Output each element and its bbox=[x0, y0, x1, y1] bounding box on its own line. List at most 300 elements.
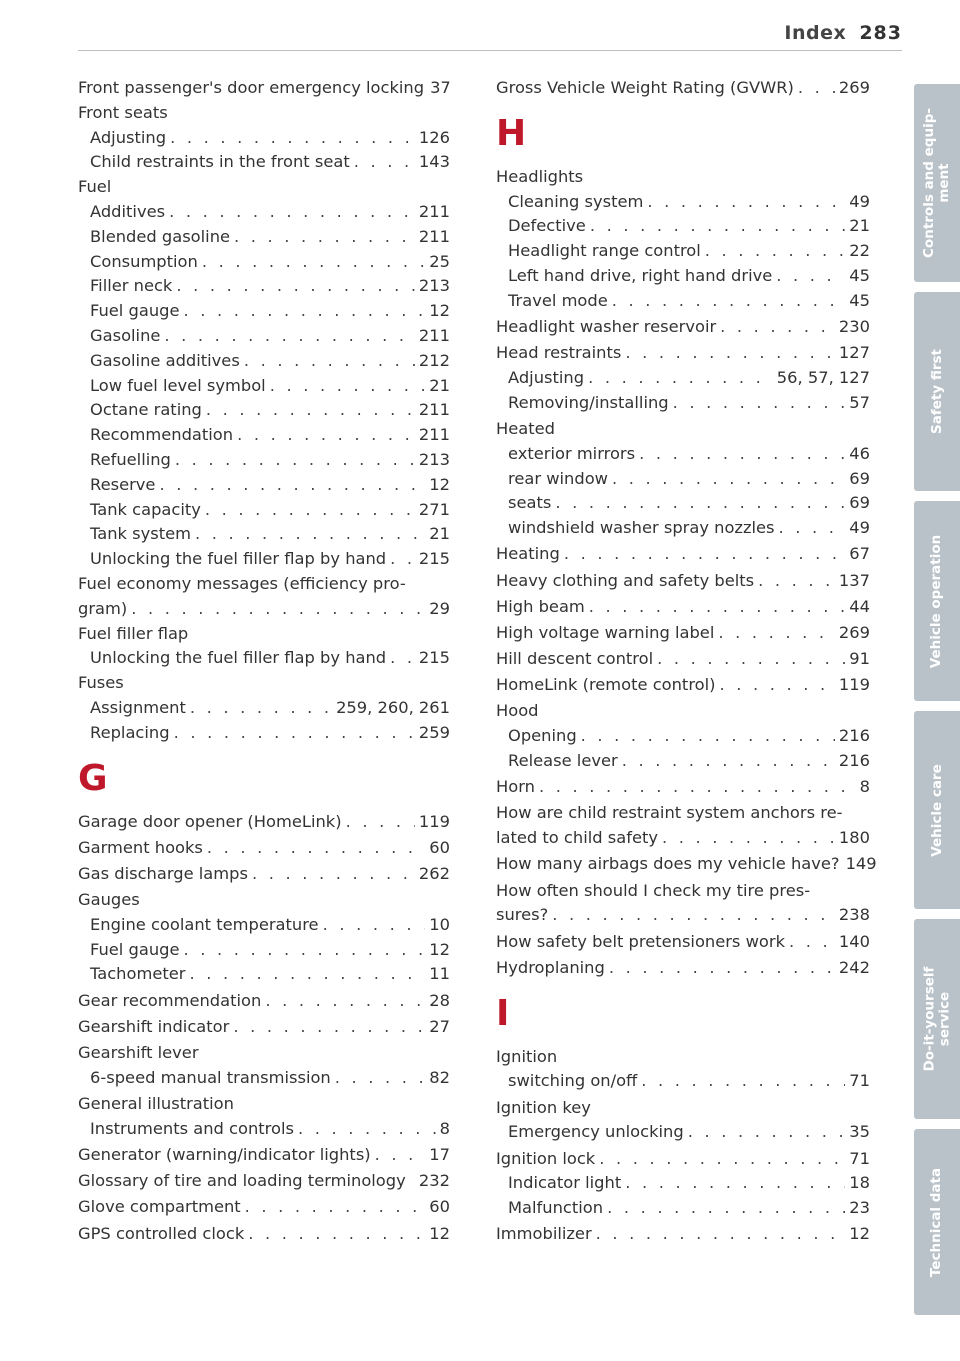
dot-leader bbox=[647, 190, 845, 215]
dot-leader bbox=[564, 542, 845, 567]
dot-leader bbox=[789, 930, 835, 955]
entry-label: Replacing bbox=[90, 722, 170, 742]
dot-leader bbox=[335, 1066, 426, 1091]
entry-label: Horn bbox=[496, 777, 535, 797]
page-reference: 71 bbox=[849, 1071, 870, 1091]
index-subentry bbox=[496, 724, 870, 749]
index-subentry bbox=[78, 547, 450, 572]
entry-label: Indicator light bbox=[508, 1173, 622, 1193]
index-entry bbox=[496, 542, 870, 567]
dot-leader bbox=[555, 491, 845, 516]
dot-leader bbox=[207, 836, 425, 861]
entry-label: Headlight range control bbox=[508, 241, 701, 261]
entry-label: Gearshift indicator bbox=[78, 1016, 230, 1036]
index-subentry bbox=[78, 126, 450, 151]
dot-leader bbox=[581, 724, 835, 749]
dot-leader bbox=[202, 250, 425, 275]
page-reference: 149 bbox=[845, 854, 877, 874]
dot-leader bbox=[169, 200, 415, 225]
page-reference: 21 bbox=[849, 216, 870, 236]
page-reference: 137 bbox=[838, 570, 870, 590]
dot-leader bbox=[244, 349, 415, 374]
page-reference: 56, 57, 127 bbox=[776, 367, 870, 387]
chapter-tab[interactable] bbox=[914, 711, 960, 909]
page-reference: 21 bbox=[429, 375, 450, 395]
page-reference: 211 bbox=[418, 325, 450, 345]
dot-leader bbox=[599, 1147, 845, 1172]
dot-leader bbox=[265, 989, 425, 1014]
page-reference: 12 bbox=[849, 1224, 870, 1244]
index-heading: Ignition bbox=[496, 1046, 558, 1066]
dot-leader bbox=[622, 749, 835, 774]
dot-leader bbox=[688, 1120, 846, 1145]
dot-leader bbox=[298, 1117, 436, 1142]
index-entry bbox=[496, 1222, 870, 1247]
page-reference: 23 bbox=[849, 1198, 870, 1218]
index-subentry bbox=[496, 1069, 870, 1094]
page-reference: 44 bbox=[849, 596, 870, 616]
page-reference: 216 bbox=[838, 726, 870, 746]
index-subentry bbox=[78, 250, 450, 275]
page-reference: 60 bbox=[429, 837, 450, 857]
entry-label: How many airbags does my vehicle have? bbox=[496, 854, 840, 874]
dot-leader bbox=[625, 1171, 845, 1196]
page-reference: 49 bbox=[849, 191, 870, 211]
dot-leader bbox=[779, 516, 846, 541]
index-heading: Fuel filler flap bbox=[78, 623, 189, 643]
letter-heading: G bbox=[78, 757, 108, 799]
page-reference: 45 bbox=[849, 290, 870, 310]
page-reference: 67 bbox=[849, 544, 870, 564]
entry-label: rear window bbox=[508, 468, 608, 488]
dot-leader bbox=[641, 1069, 845, 1094]
dot-leader bbox=[607, 1196, 845, 1221]
index-subentry bbox=[496, 366, 870, 391]
index-entry bbox=[496, 903, 870, 928]
chapter-tab-label: Vehicle care bbox=[928, 763, 945, 857]
page-reference: 8 bbox=[859, 777, 870, 797]
entry-label: Child restraints in the front seat bbox=[90, 152, 350, 172]
page-reference: 242 bbox=[838, 957, 870, 977]
index-entry bbox=[496, 956, 870, 981]
page-reference: 21 bbox=[429, 524, 450, 544]
dot-leader bbox=[205, 498, 415, 523]
page-reference: 215 bbox=[418, 549, 450, 569]
entry-label: Glossary of tire and loading terminology bbox=[78, 1171, 406, 1191]
entry-label: High beam bbox=[496, 596, 585, 616]
chapter-tab[interactable] bbox=[914, 292, 960, 491]
index-subentry bbox=[496, 1196, 870, 1221]
entry-label: Travel mode bbox=[508, 290, 608, 310]
index-subentry bbox=[496, 1120, 870, 1145]
index-subentry bbox=[78, 299, 450, 324]
index-heading: Gearshift lever bbox=[78, 1043, 199, 1063]
dot-leader bbox=[662, 826, 835, 851]
page-reference: 22 bbox=[849, 241, 870, 261]
index-subentry bbox=[496, 190, 870, 215]
dot-leader bbox=[720, 315, 835, 340]
entry-label: Headlight washer reservoir bbox=[496, 316, 717, 336]
page-reference: 216 bbox=[838, 751, 870, 771]
dot-leader bbox=[245, 1195, 426, 1220]
entry-label: Adjusting bbox=[508, 367, 585, 387]
index-entry bbox=[496, 673, 870, 698]
dot-leader bbox=[346, 810, 415, 835]
index-subentry bbox=[78, 349, 450, 374]
index-heading: How are child restraint system anchors re- bbox=[496, 803, 843, 823]
index-entry bbox=[496, 569, 870, 594]
index-entry bbox=[496, 930, 870, 955]
entry-label: switching on/off bbox=[508, 1071, 638, 1091]
entry-label: Refuelling bbox=[90, 449, 171, 469]
entry-label: gram) bbox=[78, 598, 128, 618]
index-subentry bbox=[496, 467, 870, 492]
page-reference: 211 bbox=[418, 226, 450, 246]
entry-label: Left hand drive, right hand drive bbox=[508, 265, 773, 285]
index-subentry bbox=[496, 1171, 870, 1196]
dot-leader bbox=[390, 646, 415, 671]
page-reference: 45 bbox=[849, 265, 870, 285]
index-entry bbox=[496, 341, 870, 366]
dot-leader bbox=[758, 569, 835, 594]
entry-label: Emergency unlocking bbox=[508, 1122, 684, 1142]
dot-leader bbox=[552, 903, 835, 928]
dot-leader bbox=[206, 398, 415, 423]
index-entry bbox=[496, 621, 870, 646]
index-entry bbox=[496, 595, 870, 620]
page-reference: 143 bbox=[418, 152, 450, 172]
page-reference: 82 bbox=[429, 1067, 450, 1087]
dot-leader bbox=[390, 547, 415, 572]
index-heading: Ignition key bbox=[496, 1097, 591, 1117]
dot-leader bbox=[705, 239, 845, 264]
entry-label: Gear recommendation bbox=[78, 990, 262, 1010]
entry-label: Filler neck bbox=[90, 276, 173, 296]
index-subentry bbox=[496, 749, 870, 774]
entry-label: Immobilizer bbox=[496, 1224, 592, 1244]
page-reference: 11 bbox=[429, 964, 450, 984]
page-reference: 212 bbox=[418, 350, 450, 370]
entry-label: Instruments and controls bbox=[90, 1118, 294, 1138]
page-reference: 140 bbox=[838, 931, 870, 951]
page-reference: 238 bbox=[838, 905, 870, 925]
entry-label: HomeLink (remote control) bbox=[496, 675, 716, 695]
page-reference: 27 bbox=[429, 1016, 450, 1036]
index-entry bbox=[496, 1147, 870, 1172]
entry-label: exterior mirrors bbox=[508, 443, 636, 463]
index-entry bbox=[78, 989, 450, 1014]
entry-label: Fuel gauge bbox=[90, 301, 180, 321]
index-subentry bbox=[78, 913, 450, 938]
dot-leader bbox=[590, 214, 845, 239]
index-subentry bbox=[496, 516, 870, 541]
index-subentry bbox=[78, 1117, 450, 1142]
index-subentry bbox=[78, 225, 450, 250]
entry-label: lated to child safety bbox=[496, 828, 658, 848]
entry-label: Gasoline bbox=[90, 325, 161, 345]
index-subentry bbox=[78, 423, 450, 448]
page-reference: 10 bbox=[429, 914, 450, 934]
page-reference: 126 bbox=[418, 127, 450, 147]
page-reference: 213 bbox=[418, 449, 450, 469]
dot-leader bbox=[539, 775, 856, 800]
entry-label: Generator (warning/indicator lights) bbox=[78, 1145, 371, 1164]
entry-label: Garment hooks bbox=[78, 837, 203, 857]
page-reference: 71 bbox=[849, 1148, 870, 1168]
entry-label: Assignment bbox=[90, 697, 186, 717]
dot-leader bbox=[159, 473, 425, 498]
entry-label: Hydroplaning bbox=[496, 957, 605, 977]
dot-leader bbox=[170, 126, 415, 151]
index-subentry bbox=[78, 200, 450, 225]
dot-leader bbox=[720, 673, 835, 698]
entry-label: Unlocking the fuel filler flap by hand bbox=[90, 648, 387, 668]
index-entry bbox=[78, 1169, 450, 1194]
entry-label: How safety belt pretensioners work bbox=[496, 931, 785, 951]
entry-label: GPS controlled clock bbox=[78, 1223, 245, 1243]
letter-heading: I bbox=[496, 992, 510, 1034]
letter-heading: H bbox=[496, 112, 527, 154]
dot-leader bbox=[612, 289, 846, 314]
page-reference: 119 bbox=[838, 675, 870, 695]
page-reference: 35 bbox=[849, 1122, 870, 1142]
index-heading: Fuses bbox=[78, 673, 124, 693]
dot-leader bbox=[189, 962, 425, 987]
section-title: Index bbox=[784, 22, 847, 44]
index-subentry bbox=[78, 522, 450, 547]
page-reference: 211 bbox=[418, 400, 450, 420]
dot-leader bbox=[131, 597, 425, 622]
page-reference: 49 bbox=[849, 518, 870, 538]
index-subentry bbox=[496, 214, 870, 239]
entry-label: Release lever bbox=[508, 751, 618, 771]
entry-label: Recommendation bbox=[90, 425, 234, 445]
entry-label: sures? bbox=[496, 905, 549, 925]
dot-leader bbox=[625, 341, 835, 366]
index-subentry bbox=[78, 1066, 450, 1091]
entry-label: Engine coolant temperature bbox=[90, 914, 319, 934]
chapter-tab[interactable] bbox=[914, 84, 960, 282]
index-entry bbox=[78, 1195, 450, 1220]
entry-label: Opening bbox=[508, 726, 577, 746]
page-reference: 46 bbox=[849, 443, 870, 463]
index-heading: Gauges bbox=[78, 890, 140, 910]
dot-leader bbox=[233, 1015, 425, 1040]
chapter-tab-label: Technical data bbox=[928, 1167, 945, 1277]
page-reference: 12 bbox=[429, 939, 450, 959]
index-subentry bbox=[78, 938, 450, 963]
index-entry bbox=[78, 810, 450, 835]
chapter-tab-label: Controls and equip- ment bbox=[921, 108, 953, 258]
index-heading: General illustration bbox=[78, 1094, 234, 1114]
dot-leader bbox=[718, 621, 835, 646]
index-heading: Hood bbox=[496, 701, 539, 721]
index-heading: Fuel economy messages (efficiency pro- bbox=[78, 573, 406, 593]
entry-label: Gross Vehicle Weight Rating (GVWR) bbox=[496, 78, 794, 97]
entry-label: Unlocking the fuel filler flap by hand bbox=[90, 549, 387, 569]
dot-leader bbox=[354, 150, 415, 175]
dot-leader bbox=[164, 324, 415, 349]
dot-leader bbox=[234, 225, 415, 250]
index-column-left bbox=[78, 76, 450, 1246]
index-subentry bbox=[496, 264, 870, 289]
page-reference: 269 bbox=[838, 78, 870, 97]
index-entry bbox=[78, 597, 450, 622]
page-reference: 271 bbox=[418, 499, 450, 519]
dot-leader bbox=[175, 448, 415, 473]
dot-leader bbox=[174, 721, 415, 746]
index-subentry bbox=[496, 289, 870, 314]
dot-leader bbox=[375, 1143, 426, 1168]
index-entry bbox=[78, 1015, 450, 1040]
index-heading: Front seats bbox=[78, 102, 168, 122]
index-entry bbox=[496, 826, 870, 851]
index-subentry bbox=[78, 398, 450, 423]
page-reference: 180 bbox=[838, 828, 870, 848]
entry-label: Head restraints bbox=[496, 343, 622, 363]
entry-label: Glove compartment bbox=[78, 1197, 241, 1217]
entry-label: Ignition lock bbox=[496, 1148, 596, 1168]
index-heading: Heated bbox=[496, 418, 555, 438]
page-reference: 60 bbox=[429, 1197, 450, 1217]
dot-leader bbox=[323, 913, 426, 938]
index-subentry bbox=[496, 239, 870, 264]
index-entry bbox=[496, 852, 877, 877]
index-subentry bbox=[78, 473, 450, 498]
page-reference: 262 bbox=[418, 863, 450, 883]
dot-leader bbox=[190, 696, 332, 721]
index-entry bbox=[496, 76, 870, 101]
entry-label: Defective bbox=[508, 216, 586, 236]
entry-label: Tank capacity bbox=[90, 499, 201, 519]
entry-label: Octane rating bbox=[90, 400, 202, 420]
entry-label: Consumption bbox=[90, 251, 198, 271]
page-number: 283 bbox=[859, 22, 902, 44]
index-subentry bbox=[78, 324, 450, 349]
index-subentry bbox=[78, 696, 450, 721]
index-heading: How often should I check my tire pres- bbox=[496, 880, 811, 900]
page-reference: 127 bbox=[838, 343, 870, 363]
entry-label: High voltage warning label bbox=[496, 622, 715, 642]
index-column-right bbox=[496, 76, 877, 1247]
dot-leader bbox=[673, 391, 846, 416]
index-entry bbox=[496, 315, 870, 340]
chapter-tab-label: Safety first bbox=[928, 349, 945, 434]
dot-leader bbox=[237, 423, 415, 448]
dot-leader bbox=[589, 595, 845, 620]
entry-label: Tachometer bbox=[90, 964, 186, 984]
dot-leader bbox=[776, 264, 845, 289]
entry-label: Fuel gauge bbox=[90, 939, 180, 959]
page-reference: 12 bbox=[429, 474, 450, 494]
dot-leader bbox=[657, 647, 845, 672]
chapter-tab-label: Do-it-yourself service bbox=[921, 966, 952, 1072]
index-entry bbox=[496, 775, 870, 800]
page-reference: 259 bbox=[418, 722, 450, 742]
page-reference: 37 bbox=[430, 78, 451, 97]
entry-label: Garage door opener (HomeLink) bbox=[78, 811, 342, 831]
page-reference: 8 bbox=[439, 1118, 450, 1138]
entry-label: Adjusting bbox=[90, 127, 167, 147]
index-subentry bbox=[496, 491, 870, 516]
index-subentry bbox=[78, 274, 450, 299]
page-reference: 232 bbox=[418, 1171, 450, 1191]
page-reference: 17 bbox=[429, 1145, 450, 1164]
index-entry bbox=[78, 862, 450, 887]
entry-label: Malfunction bbox=[508, 1198, 604, 1218]
dot-leader bbox=[612, 467, 845, 492]
entry-label: Removing/installing bbox=[508, 392, 669, 412]
page-reference: 119 bbox=[418, 811, 450, 831]
index-subentry bbox=[496, 442, 870, 467]
entry-label: Cleaning system bbox=[508, 191, 644, 211]
entry-label: 6-speed manual transmission bbox=[90, 1067, 331, 1087]
entry-label: Additives bbox=[90, 201, 166, 221]
dot-leader bbox=[184, 299, 426, 324]
entry-label: Reserve bbox=[90, 474, 156, 494]
entry-label: Tank system bbox=[90, 524, 192, 544]
entry-label: Gas discharge lamps bbox=[78, 863, 248, 883]
page-reference: 28 bbox=[429, 990, 450, 1010]
entry-label: Hill descent control bbox=[496, 649, 654, 669]
page-reference: 269 bbox=[838, 622, 870, 642]
page-reference: 213 bbox=[418, 276, 450, 296]
page-reference: 12 bbox=[429, 1223, 450, 1243]
page-reference: 18 bbox=[849, 1173, 870, 1193]
entry-label: Front passenger's door emergency locking bbox=[78, 78, 425, 97]
index-entry bbox=[78, 76, 450, 101]
page-reference: 29 bbox=[429, 598, 450, 618]
entry-label: Blended gasoline bbox=[90, 226, 231, 246]
entry-label: windshield washer spray nozzles bbox=[508, 518, 775, 538]
dot-leader bbox=[588, 366, 773, 391]
page-reference: 69 bbox=[849, 493, 870, 513]
page-reference: 69 bbox=[849, 468, 870, 488]
page-reference: 57 bbox=[849, 392, 870, 412]
index-subentry bbox=[78, 498, 450, 523]
entry-label: seats bbox=[508, 493, 552, 513]
page-reference: 211 bbox=[418, 425, 450, 445]
page-reference: 12 bbox=[429, 301, 450, 321]
dot-leader bbox=[639, 442, 845, 467]
page-reference: 211 bbox=[418, 201, 450, 221]
page-header bbox=[784, 22, 902, 44]
page-reference: 215 bbox=[418, 648, 450, 668]
page-reference: 25 bbox=[429, 251, 450, 271]
dot-leader bbox=[184, 938, 426, 963]
dot-leader bbox=[248, 1222, 425, 1247]
index-heading: Headlights bbox=[496, 166, 584, 186]
chapter-tab-label: Vehicle operation bbox=[928, 534, 945, 668]
entry-label: Gasoline additives bbox=[90, 350, 240, 370]
dot-leader bbox=[252, 862, 415, 887]
index-subentry bbox=[78, 962, 450, 987]
index-subentry bbox=[78, 721, 450, 746]
header-rule bbox=[78, 50, 902, 51]
chapter-tab[interactable] bbox=[914, 501, 960, 701]
index-subentry bbox=[496, 391, 870, 416]
dot-leader bbox=[195, 522, 425, 547]
chapter-tab[interactable] bbox=[914, 1129, 960, 1315]
index-subentry bbox=[78, 448, 450, 473]
dot-leader bbox=[798, 76, 835, 101]
index-subentry bbox=[78, 646, 450, 671]
page-reference: 259, 260, 261 bbox=[336, 697, 450, 717]
index-entry bbox=[496, 647, 870, 672]
chapter-tab[interactable] bbox=[914, 919, 960, 1119]
dot-leader bbox=[176, 274, 415, 299]
dot-leader bbox=[270, 374, 426, 399]
